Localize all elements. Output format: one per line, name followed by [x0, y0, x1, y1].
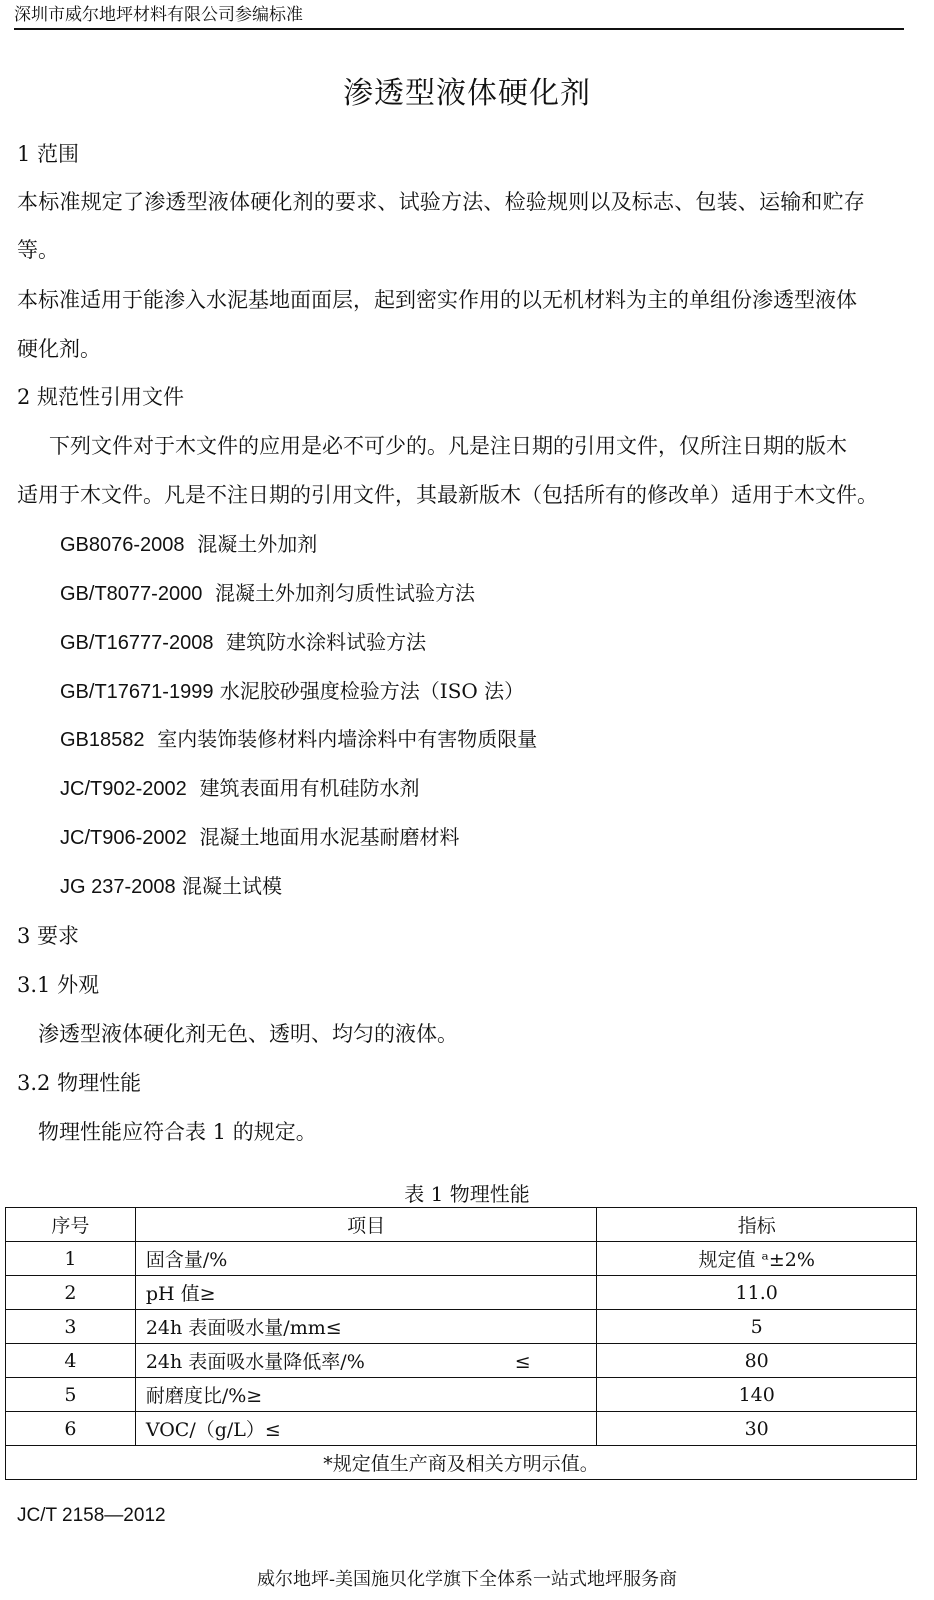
- table-cell-no: 1: [6, 1242, 136, 1276]
- table-cell-no: 6: [6, 1412, 136, 1446]
- reference-code: JC/T902-2002: [60, 778, 187, 800]
- reference-name: 建筑防水涂料试验方法: [226, 630, 427, 654]
- table-row: [6, 1378, 917, 1412]
- page-footer: 威尔地坪-美国施贝化学旗下全体系一站式地坪服务商: [256, 1569, 678, 1590]
- reference-code: JG 237-2008: [60, 876, 176, 898]
- reference-name: 建筑表面用有机硅防水剂: [199, 776, 420, 800]
- reference-code: GB18582: [60, 729, 145, 751]
- table-header-cell: 项目: [135, 1208, 597, 1242]
- section-3-2-text: 物理性能应符合表 1 的规定。: [38, 1120, 317, 1144]
- table-header-cell: 序号: [6, 1208, 136, 1242]
- reference-item: [60, 822, 459, 853]
- reference-name: 混凝土试模: [182, 874, 282, 898]
- table-cell-item: pH 值≥: [135, 1276, 597, 1310]
- table-cell-item: 固含量/%: [135, 1242, 597, 1276]
- section-3-2-heading: 3.2 物理性能: [17, 1071, 142, 1095]
- reference-name: 水泥胶砂强度检验方法（ISO 法）: [219, 679, 525, 703]
- table-note-row: [6, 1446, 917, 1480]
- table-cell-item: VOC/（g/L）≤: [135, 1412, 597, 1446]
- table-cell-no: 3: [6, 1310, 136, 1344]
- reference-code: JC/T906-2002: [60, 827, 187, 849]
- table-row: [6, 1242, 917, 1276]
- reference-item: [60, 676, 524, 707]
- section-3-1-heading: 3.1 外观: [17, 973, 100, 997]
- reference-name: 混凝土外加剂: [197, 532, 318, 556]
- section-2-paragraph-line-1: 下列文件对于木文件的应用是必不可少的。凡是注日期的引用文件，仅所注日期的版木: [49, 434, 847, 458]
- reference-name: 混凝土外加剂匀质性试验方法: [215, 581, 476, 605]
- table-cell-value: 5: [597, 1310, 917, 1344]
- section-1-paragraph-2-line-2: 硬化剂。: [17, 337, 101, 361]
- table-cell-item: 24h 表面吸水量/mm≤: [135, 1310, 597, 1344]
- page-header: 深圳市威尔地坪材料有限公司参编标准: [14, 2, 904, 30]
- standard-code: JC/T 2158—2012: [17, 1505, 166, 1526]
- table-cell-item: [135, 1344, 597, 1378]
- table-header-cell: 指标: [597, 1208, 917, 1242]
- reference-code: GB/T8077-2000: [60, 583, 203, 605]
- reference-item: [60, 529, 317, 560]
- reference-item: [60, 724, 537, 755]
- table-cell-value: 80: [597, 1344, 917, 1378]
- table-caption: 表 1 物理性能: [404, 1182, 530, 1206]
- physical-properties-table: [5, 1207, 917, 1480]
- reference-code: GB/T16777-2008: [60, 632, 214, 654]
- section-1-paragraph-1-line-2: 等。: [17, 238, 59, 262]
- table-cell-value: 30: [597, 1412, 917, 1446]
- table-cell-item: 耐磨度比/%≥: [135, 1378, 597, 1412]
- table-cell-item-suffix: ≤: [514, 1351, 531, 1373]
- table-cell-no: 5: [6, 1378, 136, 1412]
- section-3-1-text: 渗透型液体硬化剂无色、透明、均匀的液体。: [38, 1022, 458, 1046]
- table-row: [6, 1344, 917, 1378]
- section-1-paragraph-1-line-1: 本标准规定了渗透型液体硬化剂的要求、试验方法、检验规则以及标志、包装、运输和贮存: [17, 190, 865, 214]
- table-row: [6, 1412, 917, 1446]
- table-header-row: [6, 1208, 917, 1242]
- table-cell-no: 2: [6, 1276, 136, 1310]
- table-cell-item-text: 24h 表面吸水量降低率/%: [145, 1351, 365, 1373]
- table-cell-value: 规定值 ᵃ±2%: [597, 1242, 917, 1276]
- reference-code: GB8076-2008: [60, 534, 185, 556]
- table-cell-value: 140: [597, 1378, 917, 1412]
- document-title: 渗透型液体硬化剂: [343, 76, 591, 111]
- reference-item: [60, 578, 475, 609]
- table-row: [6, 1310, 917, 1344]
- section-2-heading: 2 规范性引用文件: [17, 385, 185, 409]
- section-1-heading: 1 范围: [17, 142, 80, 166]
- reference-item: [60, 627, 426, 658]
- reference-item: [60, 871, 282, 902]
- reference-code: GB/T17671-1999: [60, 681, 214, 703]
- table-cell-no: 4: [6, 1344, 136, 1378]
- reference-name: 混凝土地面用水泥基耐磨材料: [199, 825, 460, 849]
- reference-item: [60, 773, 419, 804]
- section-1-paragraph-2-line-1: 本标准适用于能渗入水泥基地面面层，起到密实作用的以无机材料为主的单组份渗透型液体: [17, 288, 857, 312]
- reference-name: 室内装饰装修材料内墙涂料中有害物质限量: [157, 727, 538, 751]
- section-2-paragraph-line-2: 适用于木文件。凡是不注日期的引用文件，其最新版木（包括所有的修改单）适用于木文件。: [17, 483, 878, 507]
- table-row: [6, 1276, 917, 1310]
- table-cell-value: 11.0: [597, 1276, 917, 1310]
- section-3-heading: 3 要求: [17, 924, 80, 948]
- table-note: *规定值生产商及相关方明示值。: [6, 1446, 917, 1480]
